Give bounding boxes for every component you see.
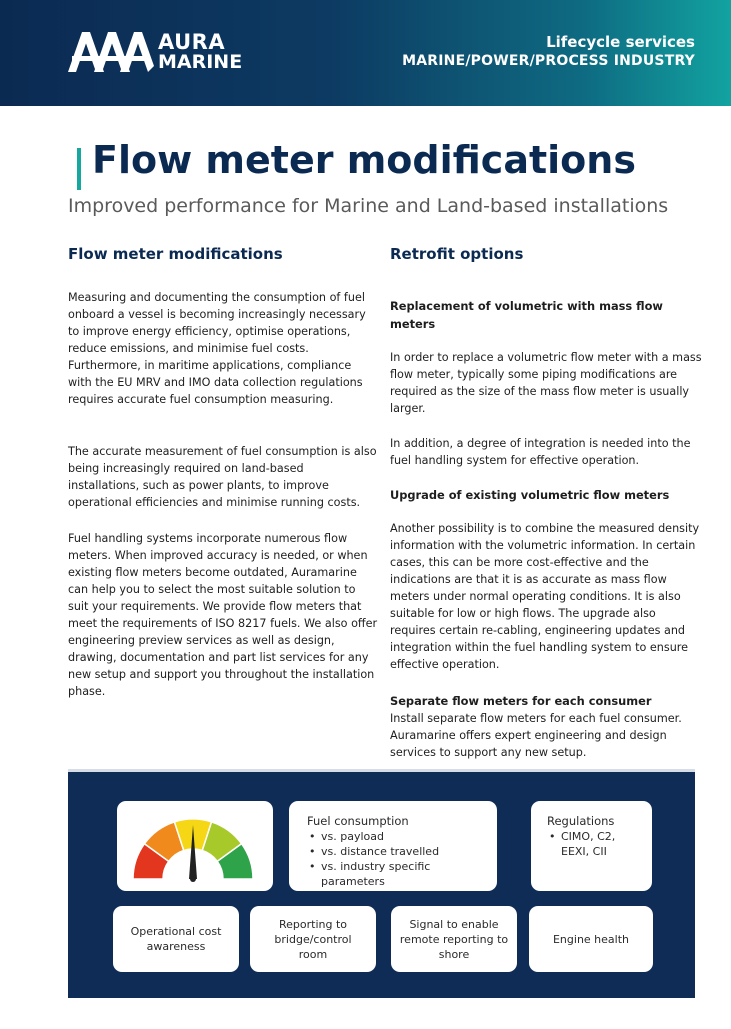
header-line-lifecycle: Lifecycle services: [546, 33, 695, 51]
fuel-item-distance: • vs. distance travelled: [307, 844, 485, 859]
logo-word-marine: MARINE: [158, 51, 243, 73]
fuel-consumption-list: [307, 829, 485, 889]
auramarine-logo: [68, 30, 248, 76]
left-paragraph-3: Fuel handling systems incorporate numerous flow meters. When improved accuracy is needed, or when existing flow meters become outdated, Auramarine can help you to select the most suitable solution to suit your requirements. We provide flow meters that meet the requirements of ISO 8217 fuels. We also offer engineering preview services as well as design, drawing, documentation and part list services for any new setup and support you throughout the installation phase.: [68, 532, 378, 698]
gauge-meter-icon: [117, 801, 273, 891]
regulations-item: • CIMO, C2, EEXI, CII: [547, 829, 646, 859]
remote-reporting-card: [391, 906, 517, 972]
regulations-card: [531, 801, 652, 891]
reporting-bridge-card: [250, 906, 376, 972]
left-column-heading: Flow meter modifications: [68, 245, 283, 263]
gauge-card: [117, 801, 273, 891]
page-title: Flow meter modifications: [92, 138, 636, 182]
fuel-consumption-title: Fuel consumption: [307, 814, 409, 828]
header-tagline: [402, 33, 695, 71]
remote-reporting-label: Signal to enable remote reporting to shore: [399, 917, 509, 961]
right-paragraph-separate: Install separate flow meters for each fuel consumer. Auramarine offers expert engineering and design services to support any new setup.: [390, 712, 682, 759]
engine-health-label: Engine health: [552, 932, 630, 946]
right-paragraph-replacement-1: In order to replace a volumetric flow meter with a mass flow meter, typically some piping modifications are required as the size of the mass flow meter is usually larger.: [390, 351, 702, 415]
header-banner: [0, 0, 731, 106]
fuel-item-industry: • vs. industry specific parameters: [307, 859, 485, 889]
engine-health-card: [529, 906, 653, 972]
subheading-upgrade: Upgrade of existing volumetric flow meters: [390, 488, 670, 502]
right-paragraph-upgrade: Another possibility is to combine the measured density information with the volumetric information. In certain cases, this can be more cost-effective and the indications are that it is as accurate as mass flow meters under normal operating conditions. It is also suitable for low or high flows. The upgrade also requires certain re-cabling, engineering updates and integration within the fuel handling system to ensure effective operation.: [390, 522, 700, 671]
operational-cost-label: Operational cost awareness: [130, 925, 222, 953]
right-paragraph-replacement-2: In addition, a degree of integration is needed into the fuel handling system for effective operation.: [390, 437, 691, 467]
operational-cost-card: [113, 906, 239, 972]
regulations-list: [547, 829, 646, 859]
title-accent-bar: [77, 148, 81, 190]
page-subtitle: Improved performance for Marine and Land-based installations: [68, 195, 669, 217]
subheading-separate: Separate flow meters for each consumer: [390, 694, 652, 708]
logo-mark-icon: [68, 32, 154, 72]
subheading-replacement: Replacement of volumetric with mass flow meters: [390, 299, 663, 331]
infographic-panel: [68, 769, 695, 998]
fuel-consumption-card: [289, 801, 497, 891]
reporting-bridge-label: Reporting to bridge/control room: [274, 917, 352, 961]
left-paragraph-2: The accurate measurement of fuel consumption is also being increasingly required on land-based installations, such as power plants, to improve operational efficiencies and minimise running costs.: [68, 445, 377, 509]
header-line-industry: MARINE/POWER/PROCESS INDUSTRY: [402, 53, 695, 69]
regulations-title: Regulations: [547, 814, 615, 828]
right-column-heading: Retrofit options: [390, 245, 524, 263]
fuel-item-payload: • vs. payload: [307, 829, 485, 844]
left-paragraph-1: Measuring and documenting the consumption of fuel onboard a vessel is becoming increasingly necessary to improve energy efficiency, optimise operations, reduce emissions, and minimise fuel costs. Furthermore, in maritime applications, compliance with the EU MRV and IMO data collection regulations requires accurate fuel consumption measuring.: [68, 291, 366, 406]
logo-word-aura: AURA: [158, 30, 226, 54]
